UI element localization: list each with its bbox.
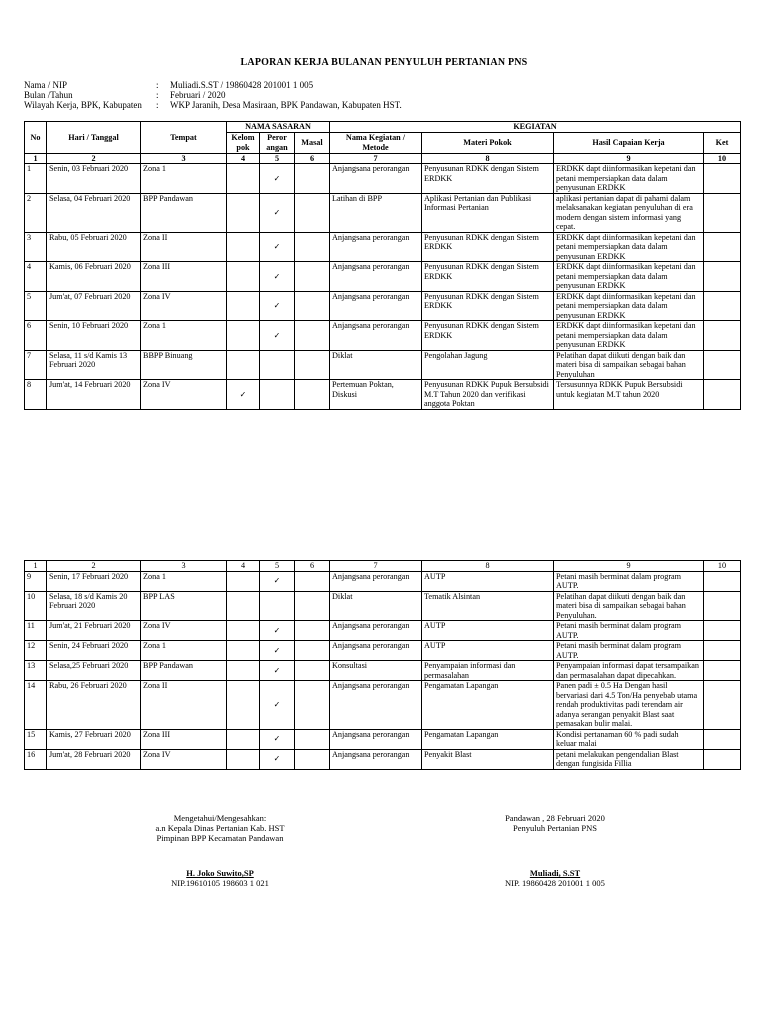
target-kelompok-cell: [227, 232, 260, 262]
meta-label: Nama / NIP: [24, 80, 67, 90]
column-number: 8: [422, 153, 554, 164]
target-masal-cell: [295, 749, 330, 769]
day-date-cell: Kamis, 27 Februari 2020: [47, 729, 141, 749]
target-masal-cell: [295, 591, 330, 621]
activity-method-cell: Anjangsana perorangan: [330, 164, 422, 194]
remarks-cell: [704, 729, 741, 749]
target-kelompok-cell: [227, 350, 260, 380]
work-result-cell: petani melakukan pengendalian Blast dengan fungisida Fillia: [554, 749, 704, 769]
main-material-cell: AUTP: [422, 621, 554, 641]
location-cell: Zona III: [141, 729, 227, 749]
target-masal-cell: [295, 681, 330, 730]
table-row: [25, 749, 741, 769]
target-kelompok-cell: [227, 321, 260, 351]
day-date-cell: Kamis, 06 Februari 2020: [47, 262, 141, 292]
column-number: 9: [554, 153, 704, 164]
main-material-cell: Penyampaian informasi dan permasalahan: [422, 661, 554, 681]
remarks-cell: [704, 661, 741, 681]
day-date-cell: Senin, 24 Februari 2020: [47, 641, 141, 661]
header-perorangan: Peror angan: [260, 132, 295, 153]
activity-method-cell: Anjangsana perorangan: [330, 262, 422, 292]
meta-row-nama: [24, 80, 402, 90]
place-date: Pandawan , 28 Februari 2020: [505, 813, 605, 823]
location-cell: Zona 1: [141, 571, 227, 591]
meta-colon: :: [156, 80, 159, 90]
table-body-page-2: [25, 571, 741, 769]
remarks-cell: [704, 749, 741, 769]
remarks-cell: [704, 621, 741, 641]
column-number: 5: [260, 153, 295, 164]
activity-method-cell: Anjangsana perorangan: [330, 571, 422, 591]
day-date-cell: Jum'at, 07 Februari 2020: [47, 291, 141, 321]
table-row: [25, 591, 741, 621]
work-result-cell: Pelatihan dapat diikuti dengan baik dan materi bisa di sampaikan sebagai bahan Penyuluhan.: [554, 591, 704, 621]
main-material-cell: Aplikasi Pertanian dan Publikasi Informasi Pertanian: [422, 193, 554, 232]
location-cell: Zona 1: [141, 641, 227, 661]
work-result-cell: ERDKK dapt diinformasikan kepetani dan petani mempersiapkan data dalam penyusunan ERDKK: [554, 321, 704, 351]
target-kelompok-cell: [227, 749, 260, 769]
activity-method-cell: Diklat: [330, 350, 422, 380]
work-result-cell: ERDKK dapt diinformasikan kepetani dan petani mempersiapkan data dalam penyusunan ERDKK: [554, 232, 704, 262]
target-masal-cell: [295, 380, 330, 410]
remarks-cell: [704, 591, 741, 621]
activity-method-cell: Anjangsana perorangan: [330, 681, 422, 730]
target-masal-cell: [295, 321, 330, 351]
day-date-cell: Senin, 10 Februari 2020: [47, 321, 141, 351]
location-cell: Zona II: [141, 681, 227, 730]
day-date-cell: Senin, 03 Februari 2020: [47, 164, 141, 194]
location-cell: Zona IV: [141, 291, 227, 321]
activity-table-page-2: [24, 560, 741, 770]
approval-position: Pimpinan BPP Kecamatan Pandawan: [156, 833, 284, 843]
column-number: 9: [554, 561, 704, 572]
activity-method-cell: Pertemuan Poktan, Diskusi: [330, 380, 422, 410]
target-perorangan-cell: ✓: [260, 661, 295, 681]
location-cell: Zona IV: [141, 380, 227, 410]
target-perorangan-cell: [260, 380, 295, 410]
row-number-cell: 11: [25, 621, 47, 641]
target-masal-cell: [295, 571, 330, 591]
table-row: [25, 661, 741, 681]
target-masal-cell: [295, 291, 330, 321]
report-title: LAPORAN KERJA BULANAN PENYULUH PERTANIAN PNS: [240, 57, 528, 68]
location-cell: BPP Pandawan: [141, 661, 227, 681]
target-kelompok-cell: [227, 729, 260, 749]
target-kelompok-cell: ✓: [227, 380, 260, 410]
remarks-cell: [704, 681, 741, 730]
row-number-cell: 1: [25, 164, 47, 194]
target-masal-cell: [295, 232, 330, 262]
row-number-cell: 3: [25, 232, 47, 262]
officer-position: Penyuluh Pertanian PNS: [512, 823, 598, 833]
table-row: [25, 193, 741, 232]
column-number: 6: [295, 561, 330, 572]
header-no: No: [25, 122, 47, 154]
location-cell: Zona III: [141, 262, 227, 292]
day-date-cell: Selasa, 18 s/d Kamis 20 Februari 2020: [47, 591, 141, 621]
activity-method-cell: Anjangsana perorangan: [330, 291, 422, 321]
signatory-name: H. Joko Suwito,SP: [186, 868, 254, 878]
target-masal-cell: [295, 193, 330, 232]
table-row: [25, 641, 741, 661]
activity-method-cell: Anjangsana perorangan: [330, 621, 422, 641]
target-kelompok-cell: [227, 681, 260, 730]
header-kegiatan: KEGIATAN: [330, 122, 741, 133]
main-material-cell: AUTP: [422, 571, 554, 591]
row-number-cell: 16: [25, 749, 47, 769]
table-row: [25, 291, 741, 321]
signatory-nip: NIP.19610105 198603 1 021: [171, 878, 269, 888]
meta-label: Bulan /Tahun: [24, 90, 73, 100]
signature-block-left: [110, 813, 330, 888]
main-material-cell: Penyusunan RDKK dengan Sistem ERDKK: [422, 262, 554, 292]
location-cell: Zona IV: [141, 749, 227, 769]
work-result-cell: ERDKK dapt diinformasikan kepetani dan petani mempersiapkan data dalam penyusunan ERDKK: [554, 262, 704, 292]
target-perorangan-cell: ✓: [260, 164, 295, 194]
work-result-cell: Tersusunnya RDKK Pupuk Bersubsidi untuk kegiatan M.T tahun 2020: [554, 380, 704, 410]
main-material-cell: Penyakit Blast: [422, 749, 554, 769]
remarks-cell: [704, 350, 741, 380]
location-cell: Zona IV: [141, 621, 227, 641]
column-number: 3: [141, 153, 227, 164]
activity-method-cell: Latihan di BPP: [330, 193, 422, 232]
main-material-cell: AUTP: [422, 641, 554, 661]
report-meta: [24, 80, 402, 110]
day-date-cell: Jum'at, 28 Februari 2020: [47, 749, 141, 769]
target-perorangan-cell: ✓: [260, 193, 295, 232]
day-date-cell: Senin, 17 Februari 2020: [47, 571, 141, 591]
work-result-cell: Kondisi pertanaman 60 % padi sudah keluar malai: [554, 729, 704, 749]
table-row: [25, 262, 741, 292]
target-perorangan-cell: ✓: [260, 621, 295, 641]
location-cell: Zona II: [141, 232, 227, 262]
location-cell: Zona 1: [141, 321, 227, 351]
header-nama-sasaran: NAMA SASARAN: [227, 122, 330, 133]
column-number: 3: [141, 561, 227, 572]
target-masal-cell: [295, 621, 330, 641]
target-kelompok-cell: [227, 193, 260, 232]
column-number: 2: [47, 153, 141, 164]
target-kelompok-cell: [227, 262, 260, 292]
column-number: 4: [227, 561, 260, 572]
location-cell: Zona 1: [141, 164, 227, 194]
target-kelompok-cell: [227, 661, 260, 681]
row-number-cell: 10: [25, 591, 47, 621]
row-number-cell: 8: [25, 380, 47, 410]
target-kelompok-cell: [227, 291, 260, 321]
target-perorangan-cell: ✓: [260, 291, 295, 321]
target-kelompok-cell: [227, 641, 260, 661]
table-row: [25, 164, 741, 194]
activity-method-cell: Anjangsana perorangan: [330, 232, 422, 262]
target-perorangan-cell: [260, 350, 295, 380]
activity-method-cell: Anjangsana perorangan: [330, 641, 422, 661]
approval-office: a.n Kepala Dinas Pertanian Kab. HST: [155, 823, 285, 833]
location-cell: BPP Pandawan: [141, 193, 227, 232]
remarks-cell: [704, 164, 741, 194]
activity-method-cell: Anjangsana perorangan: [330, 729, 422, 749]
work-result-cell: Petani masih berminat dalam program AUTP.: [554, 621, 704, 641]
column-number: 8: [422, 561, 554, 572]
target-kelompok-cell: [227, 591, 260, 621]
header-kelompok: Kelom pok: [227, 132, 260, 153]
work-result-cell: Penyampaian informasi dapat tersampaikan dan permasalahan dapat dipecahkan.: [554, 661, 704, 681]
main-material-cell: Penyusunan RDKK Pupuk Bersubsidi M.T Tahun 2020 dan verifikasi anggota Poktan: [422, 380, 554, 410]
column-number: 7: [330, 153, 422, 164]
work-result-cell: Pelatihan dapat diikuti dengan baik dan materi bisa di sampaikan sebagai bahan Penyuluhan: [554, 350, 704, 380]
remarks-cell: [704, 193, 741, 232]
table-row: [25, 729, 741, 749]
work-result-cell: ERDKK dapt diinformasikan kepetani dan petani mempersiapkan data dalam penyusunan ERDKK: [554, 291, 704, 321]
remarks-cell: [704, 291, 741, 321]
target-masal-cell: [295, 661, 330, 681]
target-perorangan-cell: ✓: [260, 232, 295, 262]
column-number: 10: [704, 561, 741, 572]
meta-value: Muliadi.S.ST / 19860428 201001 1 005: [170, 80, 314, 90]
table-row: [25, 350, 741, 380]
target-masal-cell: [295, 641, 330, 661]
header-hasil-capaian: Hasil Capaian Kerja: [554, 132, 704, 153]
day-date-cell: Rabu, 05 Februari 2020: [47, 232, 141, 262]
target-kelompok-cell: [227, 621, 260, 641]
table-row: [25, 681, 741, 730]
table-row: [25, 571, 741, 591]
meta-row-bulan: [24, 90, 402, 100]
signature-block-right: [445, 813, 665, 888]
target-masal-cell: [295, 164, 330, 194]
location-cell: BBPP Binuang: [141, 350, 227, 380]
meta-value: Februari / 2020: [170, 90, 226, 100]
target-masal-cell: [295, 729, 330, 749]
day-date-cell: Rabu, 26 Februari 2020: [47, 681, 141, 730]
remarks-cell: [704, 262, 741, 292]
target-perorangan-cell: ✓: [260, 571, 295, 591]
target-kelompok-cell: [227, 164, 260, 194]
work-result-cell: ERDKK dapt diinformasikan kepetani dan petani mempersiapkan data dalam penyusunan ERDKK: [554, 164, 704, 194]
header-ket: Ket: [704, 132, 741, 153]
activity-method-cell: Konsultasi: [330, 661, 422, 681]
table-row: [25, 321, 741, 351]
row-number-cell: 2: [25, 193, 47, 232]
main-material-cell: Penyusunan RDKK dengan Sistem ERDKK: [422, 164, 554, 194]
column-number-row: [25, 561, 741, 572]
meta-value: WKP Jaranih, Desa Masiraan, BPK Pandawan, Kabupaten HST.: [170, 100, 402, 110]
meta-label: Wilayah Kerja, BPK, Kabupaten: [24, 100, 142, 110]
header-tempat: Tempat: [141, 122, 227, 154]
signatory-nip: NIP. 19860428 201001 1 005: [505, 878, 605, 888]
day-date-cell: Jum'at, 14 Februari 2020: [47, 380, 141, 410]
column-number-row: [25, 153, 741, 164]
target-masal-cell: [295, 262, 330, 292]
main-material-cell: Penyusunan RDKK dengan Sistem ERDKK: [422, 321, 554, 351]
remarks-cell: [704, 641, 741, 661]
table-row: [25, 232, 741, 262]
main-material-cell: Pengamatan Lapangan: [422, 681, 554, 730]
main-material-cell: Pengamatan Lapangan: [422, 729, 554, 749]
activity-method-cell: Anjangsana perorangan: [330, 749, 422, 769]
work-result-cell: Petani masih berminat dalam program AUTP.: [554, 641, 704, 661]
remarks-cell: [704, 232, 741, 262]
meta-colon: :: [156, 100, 159, 110]
remarks-cell: [704, 571, 741, 591]
column-number: 6: [295, 153, 330, 164]
target-perorangan-cell: ✓: [260, 641, 295, 661]
header-hari-tanggal: Hari / Tanggal: [47, 122, 141, 154]
row-number-cell: 14: [25, 681, 47, 730]
main-material-cell: Pengolahan Jagung: [422, 350, 554, 380]
work-result-cell: aplikasi pertanian dapat di pahami dalam melaksanakan kegiatan penyuluhan di era modern dengan sistem informasi yang cepat.: [554, 193, 704, 232]
column-number: 7: [330, 561, 422, 572]
header-masal: Masal: [295, 132, 330, 153]
row-number-cell: 6: [25, 321, 47, 351]
work-result-cell: Panen padi ± 0.5 Ha Dengan hasil bervariasi dari 4.5 Ton/Ha penyebab utama rendah produktivitas padi terendam air adanya serangan penyakit Blast saat pemasakan bulir malai.: [554, 681, 704, 730]
remarks-cell: [704, 380, 741, 410]
row-number-cell: 4: [25, 262, 47, 292]
table-row: [25, 380, 741, 410]
column-number: 4: [227, 153, 260, 164]
activity-table-page-1: [24, 121, 741, 410]
target-perorangan-cell: ✓: [260, 749, 295, 769]
work-result-cell: Petani masih berminat dalam program AUTP.: [554, 571, 704, 591]
target-kelompok-cell: [227, 571, 260, 591]
main-material-cell: Penyusunan RDKK dengan Sistem ERDKK: [422, 232, 554, 262]
target-perorangan-cell: ✓: [260, 681, 295, 730]
meta-row-wilayah: [24, 100, 402, 110]
column-number: 5: [260, 561, 295, 572]
row-number-cell: 12: [25, 641, 47, 661]
day-date-cell: Selasa, 04 Februari 2020: [47, 193, 141, 232]
column-number: 2: [47, 561, 141, 572]
target-perorangan-cell: [260, 591, 295, 621]
day-date-cell: Selasa,25 Februari 2020: [47, 661, 141, 681]
location-cell: BPP LAS: [141, 591, 227, 621]
target-masal-cell: [295, 350, 330, 380]
row-number-cell: 5: [25, 291, 47, 321]
meta-colon: :: [156, 90, 159, 100]
column-number: 1: [25, 561, 47, 572]
main-material-cell: Tematik Alsintan: [422, 591, 554, 621]
activity-method-cell: Diklat: [330, 591, 422, 621]
table-body-page-1: [25, 164, 741, 410]
row-number-cell: 7: [25, 350, 47, 380]
header-materi-pokok: Materi Pokok: [422, 132, 554, 153]
column-number: 1: [25, 153, 47, 164]
day-date-cell: Selasa, 11 s/d Kamis 13 Februari 2020: [47, 350, 141, 380]
header-nama-kegiatan: Nama Kegiatan / Metode: [330, 132, 422, 153]
target-perorangan-cell: ✓: [260, 262, 295, 292]
table-row: [25, 621, 741, 641]
signatory-name: Muliadi, S.ST: [529, 868, 581, 878]
target-perorangan-cell: ✓: [260, 729, 295, 749]
main-material-cell: Penyusunan RDKK dengan Sistem ERDKK: [422, 291, 554, 321]
row-number-cell: 9: [25, 571, 47, 591]
activity-method-cell: Anjangsana perorangan: [330, 321, 422, 351]
column-number: 10: [704, 153, 741, 164]
target-perorangan-cell: ✓: [260, 321, 295, 351]
day-date-cell: Jum'at, 21 Februari 2020: [47, 621, 141, 641]
row-number-cell: 15: [25, 729, 47, 749]
row-number-cell: 13: [25, 661, 47, 681]
approval-label: Mengetahui/Mengesahkan:: [173, 813, 267, 823]
remarks-cell: [704, 321, 741, 351]
